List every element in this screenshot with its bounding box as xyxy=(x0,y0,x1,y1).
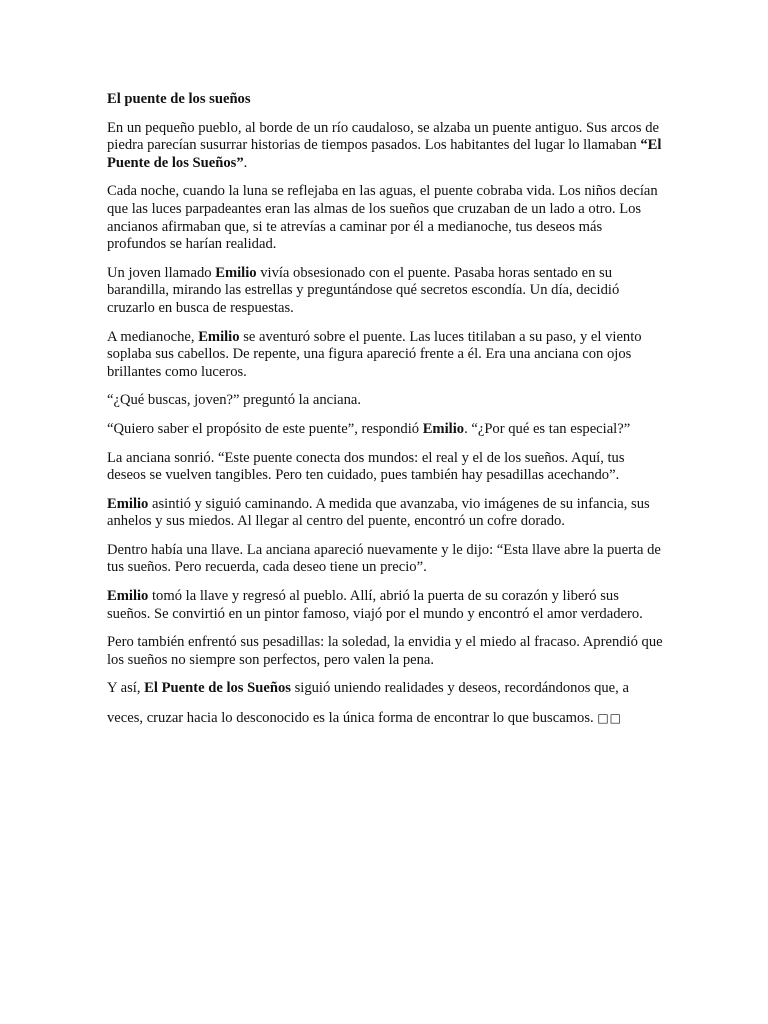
document-title: El puente de los sueños xyxy=(107,91,251,107)
paragraph-10 xyxy=(107,588,663,623)
paragraph-1 xyxy=(107,120,663,173)
paragraph-5: “¿Qué buscas, joven?” preguntó la anciana. xyxy=(107,392,362,409)
bridge-name: El Puente de los Sueños xyxy=(144,680,291,697)
document-page xyxy=(107,91,663,739)
paragraph-6-start: “Quiero saber el propósito de este puente”, respondió xyxy=(107,420,423,437)
bridge-name-quote: “El Puente de los Sueños” xyxy=(107,137,662,171)
paragraph-1-end: . xyxy=(243,154,248,171)
character-name: Emilio xyxy=(107,495,149,512)
paragraph-10-rest: tomó la llave y regresó al pueblo. Allí, abrió la puerta de su corazón y liberó sus sueños. Se convirtió en un pintor famoso, viajó por el mundo y encontró el amor verdadero. xyxy=(107,588,643,622)
paragraph-9: Dentro había una llave. La anciana apareció nuevamente y le dijo: “Esta llave abre la puerta de tus sueños. Pero recuerda, cada deseo tiene un precio”. xyxy=(107,541,661,576)
paragraph-3-start: Un joven llamado xyxy=(107,264,216,281)
paragraph-12-rest: siguió uniendo realidades y deseos, recordándonos que, a xyxy=(290,680,629,697)
paragraph-4 xyxy=(107,329,663,382)
character-name: Emilio xyxy=(107,588,149,605)
paragraph-2: Cada noche, cuando la luna se reflejaba en las aguas, el puente cobraba vida. Los niños decían que las luces parpadeantes eran las almas de los sueños que cruzaban de un lado a otro. Los ancianos afirmaban que, si te atrevías a caminar por él a medianoche, tus deseos más profundos se harían realidad. xyxy=(107,183,658,253)
paragraph-7: La anciana sonrió. “Este puente conecta dos mundos: el real y el de los sueños. Aquí, tus deseos se vuelven tangibles. Pero ten cuidado, pues también hay pesadillas acechando”. xyxy=(107,449,625,484)
paragraph-8 xyxy=(107,496,663,531)
paragraph-3-rest: vivía obsesionado con el puente. Pasaba horas sentado en su barandilla, mirando las estrellas y preguntándose qué secretos escondía. Un día, decidió cruzarlo en busca de respuestas. xyxy=(107,264,620,316)
paragraph-3 xyxy=(107,265,663,318)
paragraph-12-start: Y así, xyxy=(107,680,145,697)
paragraph-4-start: A medianoche, xyxy=(107,328,199,345)
paragraph-13 xyxy=(107,710,663,728)
paragraph-13-text: veces, cruzar hacia lo desconocido es la única forma de encontrar lo que buscamos. xyxy=(107,710,598,727)
character-name: Emilio xyxy=(215,264,257,281)
character-name: Emilio xyxy=(198,328,240,345)
character-name: Emilio xyxy=(422,420,465,437)
paragraph-1-text: En un pequeño pueblo, al borde de un río caudaloso, se alzaba un puente antiguo. Sus arcos de piedra parecían susurrar historias de tiempos pasados. Los habitantes del lugar lo llamaban xyxy=(107,119,659,154)
paragraph-6-rest: . “¿Por qué es tan especial?” xyxy=(464,420,631,437)
paragraph-12 xyxy=(107,680,663,698)
paragraph-6 xyxy=(107,421,663,439)
paragraph-11: Pero también enfrentó sus pesadillas: la soledad, la envidia y el miedo al fracaso. Aprendió que los sueños no siempre son perfectos, pero valen la pena. xyxy=(107,634,663,668)
paragraph-4-rest: se aventuró sobre el puente. Las luces titilaban a su paso, y el viento soplaba sus cabellos. De repente, una figura apareció frente a él. Era una anciana con ojos brillantes como luceros. xyxy=(107,328,642,380)
paragraph-8-rest: asintió y siguió caminando. A medida que avanzaba, vio imágenes de su infancia, sus anhelos y sus miedos. Al llegar al centro del puente, encontró un cofre dorado. xyxy=(107,495,650,530)
missing-glyph-icon: □□ xyxy=(597,711,622,726)
